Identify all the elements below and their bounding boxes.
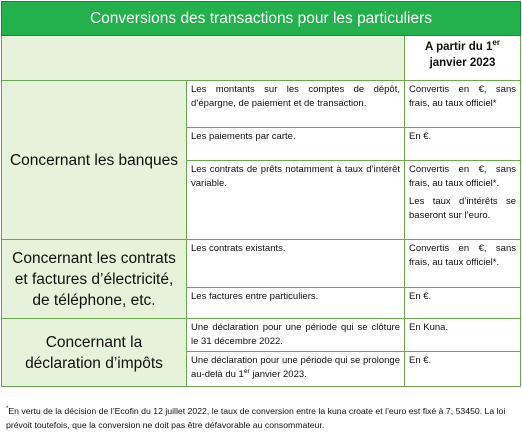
- row-description: Les paiements par carte.: [187, 128, 405, 161]
- row-description: Les montants sur les comptes de dépôt, d’épargne, de paiement et de transaction.: [187, 81, 405, 128]
- category-contracts: Concernant les contrats et factures d’électricité, de téléphone, etc.: [2, 240, 187, 319]
- row-value: En €.: [405, 352, 521, 387]
- conversion-table: [1, 1, 521, 387]
- row-value: Convertis en €, sans frais, au taux officiel*.: [405, 240, 521, 288]
- row-description: Les factures entre particuliers.: [187, 288, 405, 319]
- row-value: Convertis en €, sans frais, au taux officiel*: [405, 81, 521, 128]
- row-value: En €.: [405, 128, 521, 161]
- row-description: Les contrats existants.: [187, 240, 405, 288]
- row-description: Une déclaration pour une période qui se clôture le 31 décembre 2022.: [187, 319, 405, 352]
- category-taxes: Concernant la déclaration d’impôts: [2, 319, 187, 387]
- footnote-marker: *: [6, 405, 9, 413]
- category-banks: Concernant les banques: [2, 81, 187, 240]
- header-empty-cell: [2, 36, 405, 81]
- date-header: A partir du 1er janvier 2023: [405, 36, 521, 81]
- table-row: [2, 240, 521, 288]
- table-title: Conversions des transactions pour les particuliers: [2, 2, 521, 36]
- row-description: Une déclaration pour une période qui se prolonge au-delà du 1er janvier 2023.: [187, 352, 405, 387]
- row-description: Les contrats de prêts notamment à taux d’intérêt variable.: [187, 161, 405, 240]
- table-row: [2, 319, 521, 352]
- row-value: En €.: [405, 288, 521, 319]
- row-value: En Kuna.: [405, 319, 521, 352]
- table-row: [2, 81, 521, 128]
- footnote-text: En vertu de la décision de l’Ecofin du 12 juillet 2022, le taux de conversion entre la kuna croate et l’euro est fixé à 7, 53450. La loi prévoit toutefois, que la conversion ne doit pas être défavorable au consommateur.: [6, 406, 506, 430]
- header-row: [2, 36, 521, 81]
- title-row: [2, 2, 521, 36]
- footnote: [6, 404, 518, 432]
- row-value: Convertis en €, sans frais, au taux officiel*. Les taux d’intérêts se baseront sur l’euro.: [405, 161, 521, 240]
